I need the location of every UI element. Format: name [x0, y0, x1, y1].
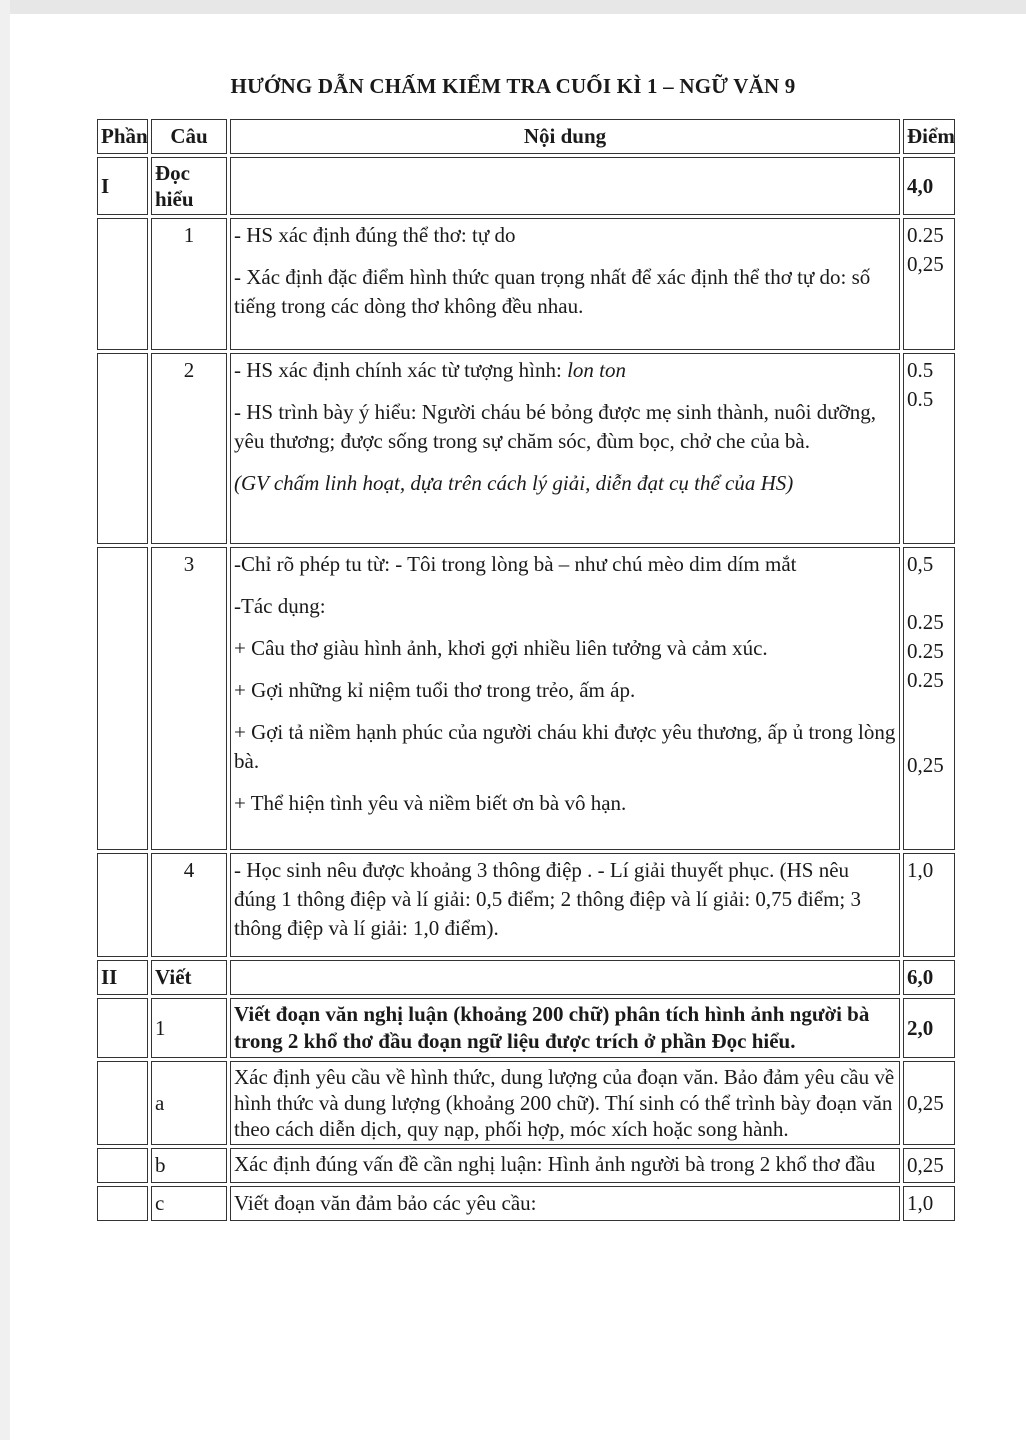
content-line: + Câu thơ giàu hình ảnh, khơi gợi nhiều liên tưởng và cảm xúc.: [234, 636, 768, 660]
score-value: 0.25: [907, 610, 944, 634]
content-line: - Xác định đặc điểm hình thức quan trọng nhất để xác định thể thơ tự do: số tiếng trong các dòng thơ không đều nhau.: [234, 265, 871, 318]
cau-number: 1: [151, 218, 227, 350]
section-cau: Đọc hiểu: [151, 157, 227, 215]
cau-number: 4: [151, 853, 227, 957]
content-line: + Thể hiện tình yêu và niềm biết ơn bà vô hạn.: [234, 791, 627, 815]
page-top-shadow: [0, 0, 1026, 14]
cau-letter: c: [151, 1186, 227, 1221]
content-cell: [230, 547, 900, 850]
grader-note: (GV chấm linh hoạt, dựa trên cách lý giải, diễn đạt cụ thể của HS): [234, 471, 794, 495]
section-cau: Viết: [151, 960, 227, 995]
header-diem: Điểm: [903, 119, 955, 154]
cau-number: 3: [151, 547, 227, 850]
score-value: 0,25: [903, 1148, 955, 1183]
section-content: [230, 157, 900, 215]
section-row-doc-hieu: [97, 157, 955, 215]
content-line: - HS trình bày ý hiểu: Người cháu bé bỏng được mẹ sinh thành, nuôi dưỡng, yêu thương; được sống trong sự chăm sóc, đùm bọc, chở che của bà.: [234, 400, 876, 453]
score-value: 0.25: [907, 668, 944, 692]
table-row-wc: [97, 1186, 955, 1221]
content-cell: [230, 353, 900, 544]
content-line: -Tác dụng:: [234, 594, 326, 618]
score-value: 0.5: [907, 358, 934, 382]
phan-cell: [97, 998, 148, 1058]
score-value: 0.5: [907, 387, 934, 411]
score-value: 0,5: [907, 552, 934, 576]
table-header-row: [97, 119, 955, 154]
table-row-q1: [97, 218, 955, 350]
content-text: - HS xác định chính xác từ tượng hình:: [234, 358, 568, 382]
header-cau: Câu: [151, 119, 227, 154]
content-line: + Gợi những kỉ niệm tuổi thơ trong trẻo, ấm áp.: [234, 678, 636, 702]
phan-cell: [97, 353, 148, 544]
score-value: 2,0: [903, 998, 955, 1058]
table-row-wb: [97, 1148, 955, 1183]
table-row-q2: [97, 353, 955, 544]
content-cell: Viết đoạn văn nghị luận (khoảng 200 chữ) phân tích hình ảnh người bà trong 2 khổ thơ đầu đoạn ngữ liệu được trích ở phần Đọc hiểu.: [230, 998, 900, 1058]
content-line: -Chỉ rõ phép tu từ: - Tôi trong lòng bà – như chú mèo dim dím mắt: [234, 552, 797, 576]
score-value: 0,25: [907, 753, 944, 777]
table-row-wa: [97, 1061, 955, 1145]
content-italic: lon ton: [567, 358, 626, 382]
content-line: - HS xác định đúng thể thơ: tự do: [234, 223, 516, 247]
content-cell: Viết đoạn văn đảm bảo các yêu cầu:: [230, 1186, 900, 1221]
phan-cell: [97, 853, 148, 957]
page-left-shadow: [0, 0, 10, 1440]
section-score: 4,0: [903, 157, 955, 215]
section-score: 6,0: [903, 960, 955, 995]
content-cell: [230, 218, 900, 350]
table-row-q3: [97, 547, 955, 850]
content-cell: - Học sinh nêu được khoảng 3 thông điệp . - Lí giải thuyết phục. (HS nêu đúng 1 thông điệp và lí giải: 0,5 điểm; 2 thông điệp và lí giải: 0,75 điểm; 3 thông điệp và lí giải: 1,0 điểm).: [230, 853, 900, 957]
content-line: + Gợi tả niềm hạnh phúc của người cháu khi được yêu thương, ấp ủ trong lòng bà.: [234, 720, 896, 773]
score-value: 0.25: [907, 223, 944, 247]
score-cell: [903, 353, 955, 544]
grading-table: [94, 116, 958, 1224]
table-row-q4: [97, 853, 955, 957]
section-phan: I: [97, 157, 148, 215]
section-content: [230, 960, 900, 995]
header-noi-dung: Nội dung: [230, 119, 900, 154]
score-value: 0,25: [903, 1061, 955, 1145]
score-cell: [903, 218, 955, 350]
header-phan: Phần: [97, 119, 148, 154]
phan-cell: [97, 1061, 148, 1145]
score-value: 0.25: [907, 639, 944, 663]
table-row-w1: [97, 998, 955, 1058]
score-cell: [903, 547, 955, 850]
phan-cell: [97, 1186, 148, 1221]
phan-cell: [97, 547, 148, 850]
section-phan: II: [97, 960, 148, 995]
score-value: [907, 579, 951, 608]
cau-letter: a: [151, 1061, 227, 1145]
cau-number: 2: [151, 353, 227, 544]
cau-number: 1: [151, 998, 227, 1058]
phan-cell: [97, 218, 148, 350]
phan-cell: [97, 1148, 148, 1183]
score-value: 0,25: [907, 252, 944, 276]
section-row-viet: [97, 960, 955, 995]
content-cell: Xác định yêu cầu về hình thức, dung lượng của đoạn văn. Bảo đảm yêu cầu về hình thức và dung lượng (khoảng 200 chữ). Thí sinh có thể trình bày đoạn văn theo cách diễn dịch, quy nạp, phối hợp, móc xích hoặc song hành.: [230, 1061, 900, 1145]
content-cell: Xác định đúng vấn đề cần nghị luận: Hình ảnh người bà trong 2 khổ thơ đầu: [230, 1148, 900, 1183]
score-value: 1,0: [903, 1186, 955, 1221]
score-value: 1,0: [903, 853, 955, 957]
document-title: HƯỚNG DẪN CHẤM KIỂM TRA CUỐI KÌ 1 – NGỮ VĂN 9: [230, 74, 796, 98]
content-line: [234, 356, 896, 385]
cau-letter: b: [151, 1148, 227, 1183]
